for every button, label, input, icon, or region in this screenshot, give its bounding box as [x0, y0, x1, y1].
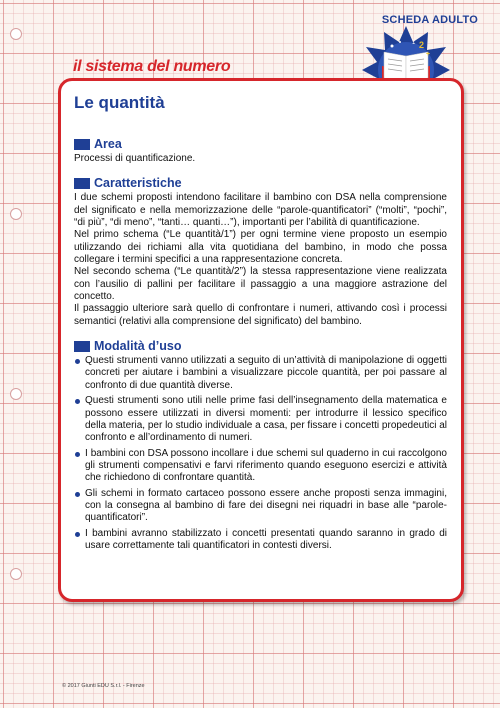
area-text: Processi di quantificazione.: [74, 153, 196, 164]
modalita-section: [74, 339, 447, 552]
usage-list: [74, 355, 447, 552]
bullet-dot-icon: [75, 532, 80, 537]
list-item: Gli schemi in formato cartaceo possono essere anche proposti senza immagini, con la consegna al bambino di fare dei disegni nei riquadri in base alle “parole-quantificatori”.: [74, 488, 447, 525]
bullet-dot-icon: [75, 359, 80, 364]
paragraph: Nel secondo schema (“Le quantità/2”) la stessa rappresentazione viene realizzata con l’ausilio di pallini per facilitare il passaggio a una maggiore astrazione del concetto.: [74, 266, 447, 303]
binder-hole: [10, 28, 22, 40]
bullet-dot-icon: [75, 492, 80, 497]
list-item: Questi strumenti sono utili nelle prime fasi dell’insegnamento della matematica e possono essere utilizzati in diversi momenti: per introdurre il lessico specifico della materia, per lo studio individuale a casa, per fissare i concetti propedeutici al confronto e all’ordinamento di numeri.: [74, 395, 447, 444]
list-item: Questi strumenti vanno utilizzati a seguito di un’attività di manipolazione di oggetti concreti per aiutare i bambini a visualizzare piccole quantità, per poi passare al confronto di due quantità diverse.: [74, 355, 447, 392]
svg-text:2: 2: [419, 40, 425, 50]
modalita-heading: Modalità d’uso: [74, 339, 447, 353]
caratteristiche-section: [74, 176, 447, 328]
list-item: I bambini avranno stabilizzato i concetti presentati quando saranno in grado di usare correttamente tali quantificatori in contesti diversi.: [74, 528, 447, 553]
square-bullet-icon: [74, 341, 90, 352]
copyright-footer: © 2017 Giunti EDU S.r.l. - Firenze: [62, 683, 145, 689]
area-heading: Area: [74, 137, 447, 151]
section-label: il sistema del numero: [73, 58, 231, 75]
paragraph: Nel primo schema (“Le quantità/1”) per ogni termine viene proposto un esempio utilizzando dei richiami alla vita quotidiana del bambino, in modo che possa collegare i termini specifici a una rappresentazione concreta.: [74, 229, 447, 266]
bullet-dot-icon: [75, 452, 80, 457]
square-bullet-icon: [74, 139, 90, 150]
binder-hole: [10, 568, 22, 580]
svg-text:+: +: [426, 51, 431, 58]
bullet-dot-icon: [75, 399, 80, 404]
caratteristiche-heading: Caratteristiche: [74, 176, 447, 190]
list-item: I bambini con DSA possono incollare i due schemi sul quaderno in cui raccolgono gli strumenti compensativi e farvi riferimento quando eseguono esercizi e attività che richiedono di confrontare quantità.: [74, 448, 447, 485]
svg-text:1: 1: [412, 40, 416, 46]
square-bullet-icon: [74, 178, 90, 189]
content-card: [58, 78, 464, 602]
binder-hole: [10, 388, 22, 400]
area-section: [74, 137, 447, 165]
page-title: Le quantità: [74, 93, 165, 112]
binder-holes: [10, 0, 22, 708]
binder-hole: [10, 208, 22, 220]
sheet-type-badge: SCHEDA ADULTO: [381, 14, 478, 26]
paragraph: I due schemi proposti intendono facilitare il bambino con DSA nella comprensione del significato e nella memorizzazione delle “parole-quantificatori” (“molti”, “pochi”, “di più”, “di meno”, “tanti… quanti…”), importanti per l’abilità di quantificazione.: [74, 192, 447, 229]
paragraph: Il passaggio ulteriore sarà quello di confrontare i numeri, attivando così i processi semantici (relativi alla comprensione del significato) del bambino.: [74, 303, 447, 327]
